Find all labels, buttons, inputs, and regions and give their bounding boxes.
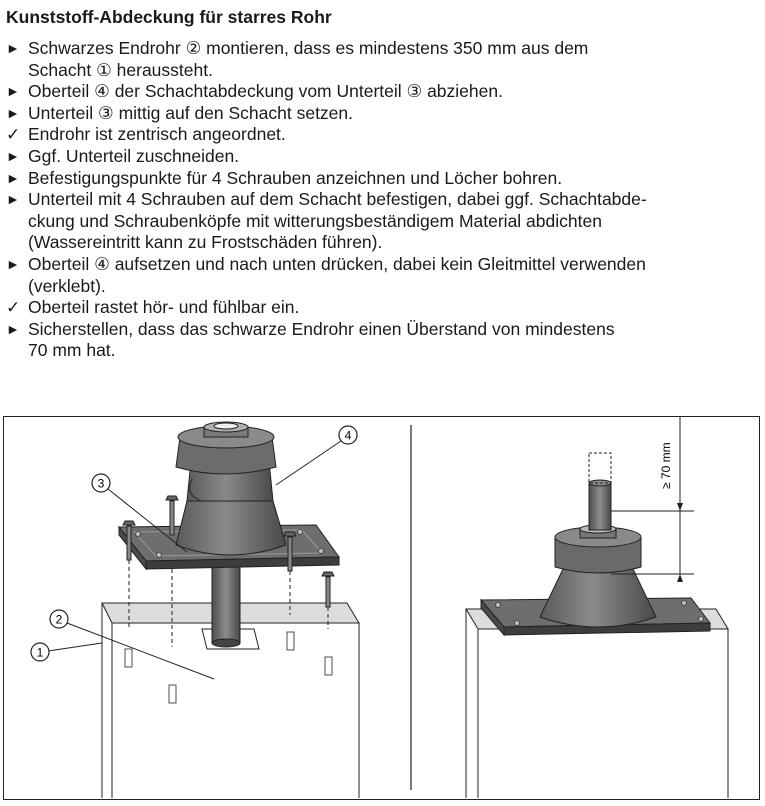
- result-item: [6, 297, 761, 319]
- installation-drawing: [4, 417, 758, 798]
- step-item: [6, 81, 761, 103]
- step-text-line: 70 mm hat.: [28, 340, 116, 361]
- svg-text:4: 4: [344, 428, 352, 443]
- step-text-line: Oberteil ④ aufsetzen und nach unten drücken, dabei kein Gleitmittel verwenden: [28, 253, 646, 274]
- arrow-bullet-icon: ►: [6, 104, 20, 121]
- step-item: [6, 189, 761, 254]
- step-text-line: Endrohr ist zentrisch angeordnet.: [28, 124, 286, 145]
- svg-text:2: 2: [55, 612, 63, 627]
- arrow-bullet-icon: ►: [6, 83, 20, 100]
- step-item: [6, 319, 761, 362]
- svg-text:3: 3: [97, 476, 105, 491]
- step-text-line: Befestigungspunkte für 4 Schrauben anzeichnen und Löcher bohren.: [28, 167, 563, 188]
- step-text-line: Unterteil mit 4 Schrauben auf dem Schacht befestigen, dabei ggf. Schachtabde-: [28, 189, 647, 210]
- step-text-line: Schacht ① heraussteht.: [28, 59, 213, 80]
- arrow-bullet-icon: ►: [6, 191, 20, 208]
- step-text-line: Unterteil ③ mittig auf den Schacht setzen.: [28, 102, 354, 123]
- left-exploded-view: [31, 422, 359, 798]
- step-item: [6, 146, 761, 168]
- step-text-line: ckung und Schraubenköpfe mit witterungsbeständigem Material abdichten: [28, 210, 602, 231]
- instruction-list: [6, 38, 761, 362]
- arrow-bullet-icon: ►: [6, 255, 20, 272]
- step-text-line: (verklebt).: [28, 275, 106, 296]
- check-icon: ✓: [6, 298, 21, 318]
- step-item: [6, 103, 761, 125]
- shaft-right: [466, 609, 728, 798]
- step-text-line: Oberteil ④ der Schachtabdeckung vom Unterteil ③ abziehen.: [28, 81, 503, 102]
- callout-4: [276, 426, 357, 485]
- cone-right: [540, 525, 656, 627]
- check-icon: ✓: [6, 125, 21, 145]
- installation-figure: [3, 416, 760, 800]
- end-pipe-right: [589, 453, 611, 530]
- callout-1: [31, 643, 102, 661]
- step-item: [6, 168, 761, 190]
- step-text-line: Oberteil rastet hör- und fühlbar ein.: [28, 297, 300, 318]
- step-item: [6, 38, 761, 81]
- right-assembled-view: [466, 417, 728, 798]
- end-pipe: [212, 565, 240, 647]
- arrow-bullet-icon: ►: [6, 40, 20, 56]
- arrow-bullet-icon: ►: [6, 147, 20, 164]
- arrow-bullet-icon: ►: [6, 169, 20, 186]
- svg-text:1: 1: [36, 645, 44, 660]
- step-item: [6, 254, 761, 297]
- dimension-label: ≥ 70 mm: [659, 442, 673, 489]
- step-text-line: Sicherstellen, dass das schwarze Endrohr einen Überstand von mindestens: [28, 318, 615, 339]
- arrow-bullet-icon: ►: [6, 320, 20, 337]
- step-text-line: Ggf. Unterteil zuschneiden.: [28, 145, 240, 166]
- result-item: [6, 124, 761, 146]
- page-title: Kunststoff-Abdeckung für starres Rohr: [6, 7, 332, 27]
- step-text-line: Schwarzes Endrohr ② montieren, dass es mindestens 350 mm aus dem: [28, 38, 589, 58]
- step-text-line: (Wassereintritt kann zu Frostschäden führen).: [28, 232, 383, 253]
